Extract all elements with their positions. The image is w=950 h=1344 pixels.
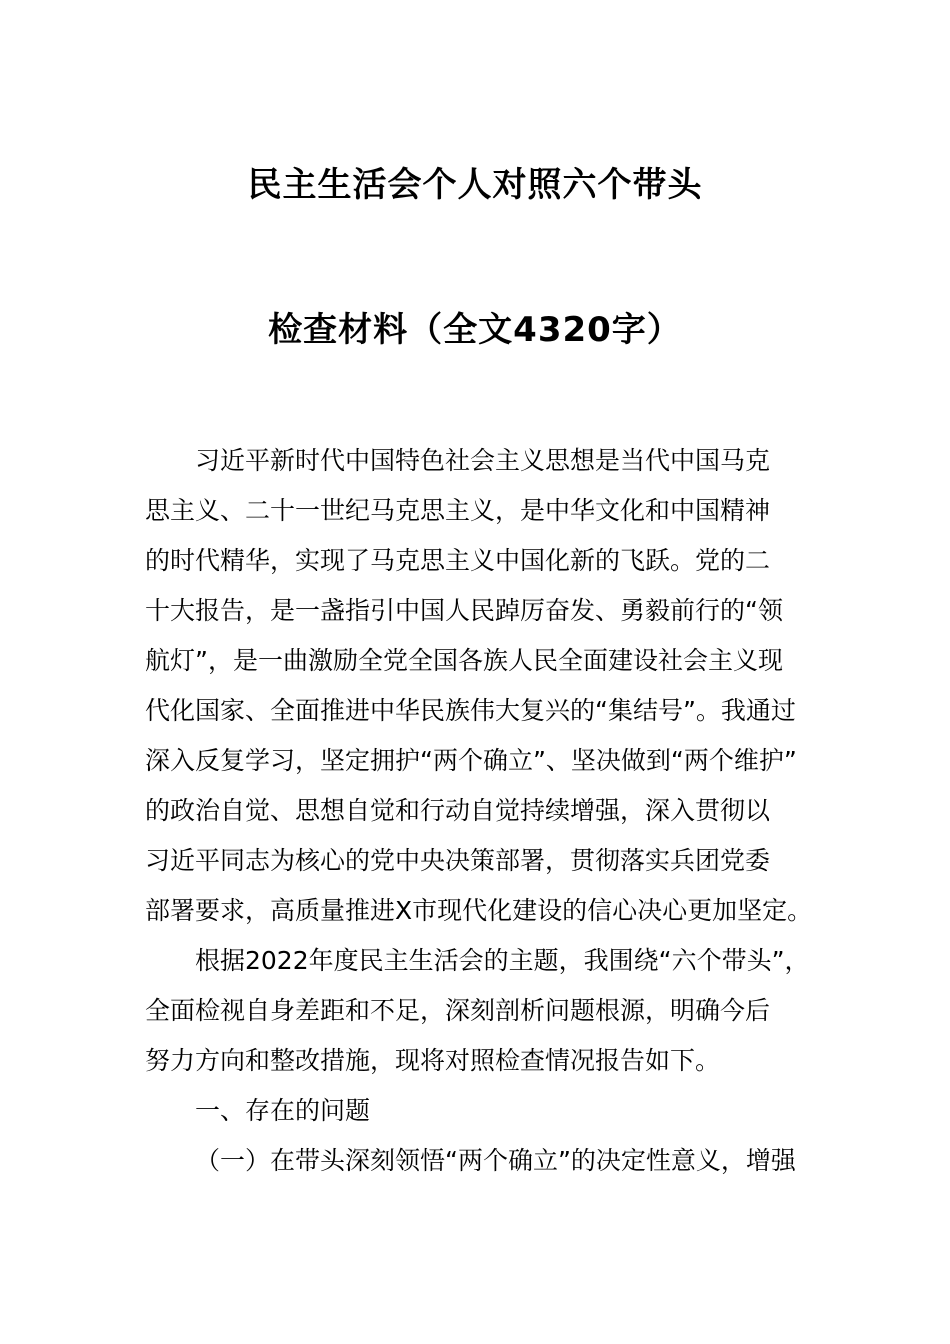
paragraph-1-line-1: 习近平新时代中国特色社会主义思想是当代中国马克 [195, 446, 771, 475]
document-title-line1: 民主生活会个人对照六个带头 [247, 165, 703, 205]
paragraph-1-line-2: 思主义、二十一世纪马克思主义，是中华文化和中国精神 [145, 496, 771, 525]
document-title-line2: 检查材料（全文4320字） [268, 310, 682, 350]
document-body [145, 436, 813, 1186]
paragraph-2-line-1: 根据2022年度民主生活会的主题，我围绕“六个带头”， [195, 946, 810, 975]
paragraph-1-line-6: 代化国家、全面推进中华民族伟大复兴的“集结号”。我通过 [145, 696, 796, 725]
paragraph-1-line-4: 十大报告，是一盏指引中国人民踔厉奋发、勇毅前行的“领 [145, 596, 783, 625]
paragraph-1-line-3: 的时代精华，实现了马克思主义中国化新的飞跃。党的二 [145, 546, 771, 575]
section-heading: 一、存在的问题 [195, 1096, 371, 1125]
paragraph-1-line-9: 习近平同志为核心的党中央决策部署，贯彻落实兵团党委 [145, 846, 771, 875]
paragraph-2-line-2: 全面检视自身差距和不足，深刻剖析问题根源，明确今后 [145, 996, 771, 1025]
paragraph-1-line-7: 深入反复学习，坚定拥护“两个确立”、坚决做到“两个维护” [145, 746, 797, 775]
paragraph-2-line-3: 努力方向和整改措施，现将对照检查情况报告如下。 [145, 1046, 721, 1075]
paragraph-1-line-8: 的政治自觉、思想自觉和行动自觉持续增强，深入贯彻以 [145, 796, 771, 825]
paragraph-1-line-10: 部署要求，高质量推进X市现代化建设的信心决心更加坚定。 [145, 896, 813, 925]
paragraph-1-line-5: 航灯”，是一曲激励全党全国各族人民全面建设社会主义现 [145, 646, 783, 675]
subsection-heading: （一）在带头深刻领悟“两个确立”的决定性意义，增强 [195, 1146, 796, 1175]
